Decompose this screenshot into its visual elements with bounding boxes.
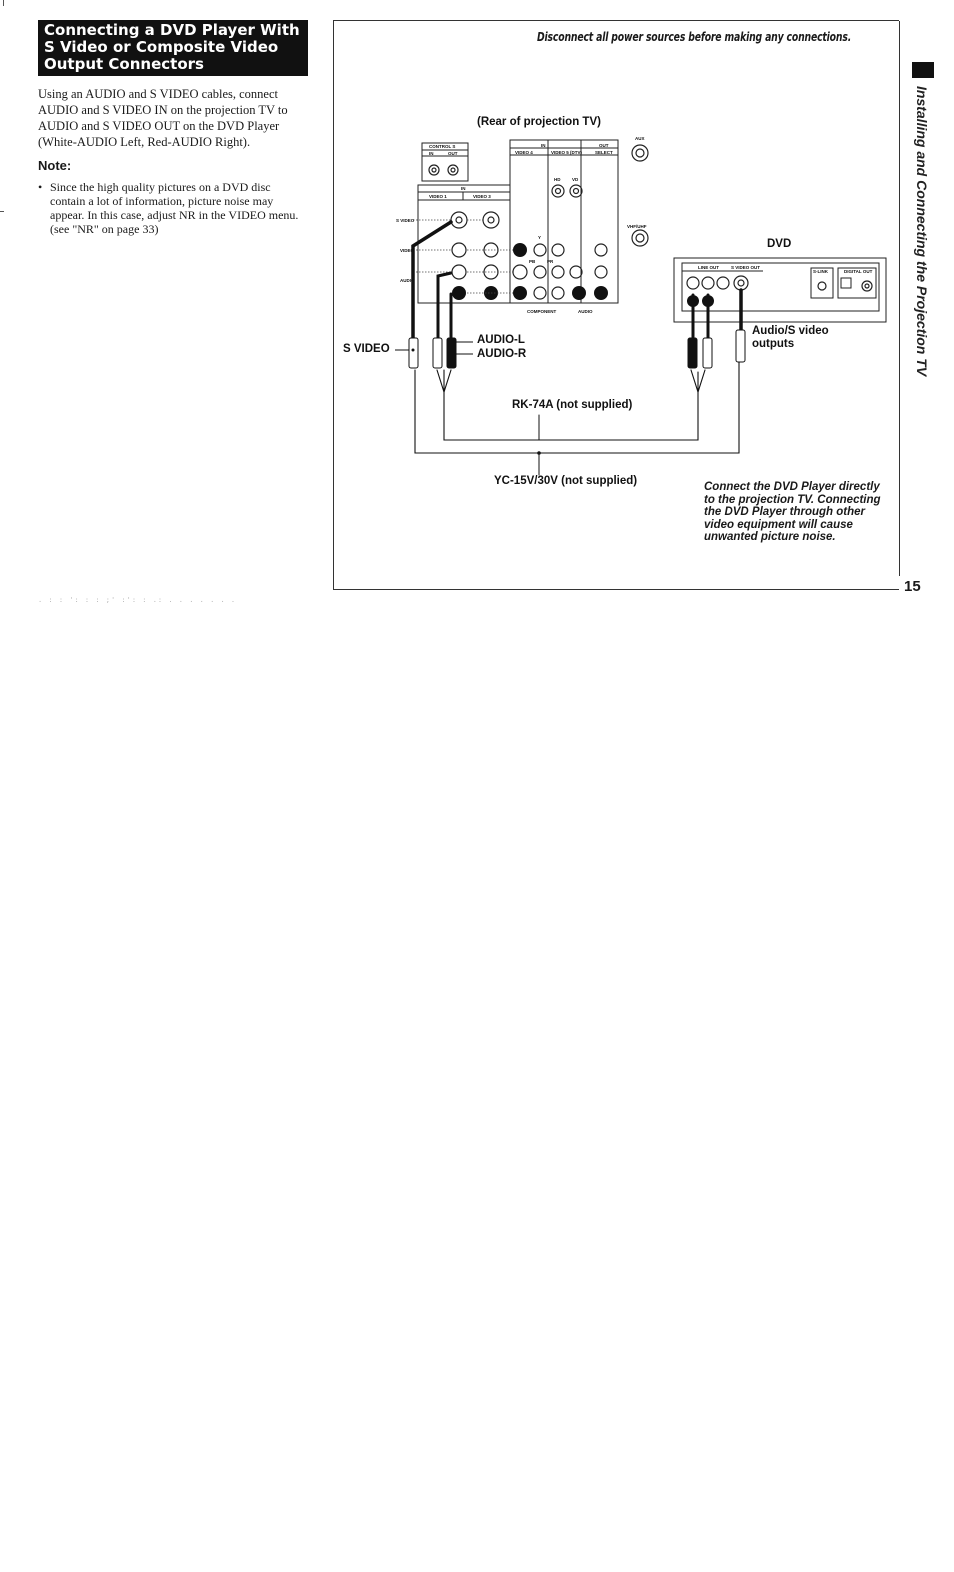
tv-label-in-header: IN: [541, 143, 546, 148]
tv-label-control-out: OUT: [448, 151, 458, 156]
tv-label-vd: VD: [572, 177, 579, 182]
tv-label-video5: VIDEO 5 (DTV): [551, 150, 583, 155]
dvd-label-digital-out: DIGITAL OUT: [844, 269, 873, 274]
dvd-label-s-video-out: S VIDEO OUT: [731, 265, 761, 270]
video4-jack: [513, 265, 527, 279]
control-s-in-jack: [429, 165, 439, 175]
tv-label-y: Y: [538, 235, 542, 240]
audio-l-plug-tv: [433, 338, 442, 368]
section-title: [38, 20, 308, 76]
tv-label-video1: VIDEO 1: [429, 194, 447, 199]
section-title-line: S Video or Composite Video: [44, 38, 279, 56]
out-video-jack: [595, 244, 607, 256]
connect-directly-note: [704, 481, 894, 544]
audio-l-cable-tv: [438, 273, 451, 338]
section-title-line: Output Connectors: [44, 55, 204, 73]
tv-label-control-in: IN: [429, 151, 434, 156]
audio-plug-connected: [513, 286, 527, 300]
intro-line: Using an AUDIO and S VIDEO cables, connect: [38, 87, 278, 101]
outputs-label-line: Audio/S video: [752, 325, 829, 337]
power-warning: Disconnect all power sources before making any connections.: [537, 30, 852, 44]
audio-r-label: AUDIO-R: [477, 348, 527, 360]
s-video-cable-tv: [413, 222, 451, 338]
note-bullet: •: [38, 180, 43, 194]
video-plug-connected: [513, 243, 527, 257]
connect-note-line: Connect the DVD Player directly: [704, 481, 880, 493]
section-title-line: Connecting a DVD Player With: [44, 21, 300, 39]
audio-l-label: AUDIO-L: [477, 334, 525, 346]
connect-note-line: the DVD Player through other: [704, 506, 866, 518]
tv-label-control-s: CONTROL S: [429, 144, 456, 149]
dvd-video-out-jack: [717, 277, 729, 289]
tv-label-out-header: OUT: [599, 143, 609, 148]
chapter-tab-marker: [912, 62, 934, 78]
control-s-out-jack: [448, 165, 458, 175]
component-plug: [572, 286, 586, 300]
tv-label-video4: VIDEO 4: [515, 150, 533, 155]
out-audio-plug: [594, 286, 608, 300]
s-video-plug-tv: [409, 338, 418, 368]
note-line: (see "NR" on page 33): [50, 222, 159, 236]
dvd-coax-jack: [862, 281, 872, 291]
crop-mark-top: [3, 0, 4, 6]
audio-r-plug-tv: [447, 338, 456, 368]
aux-jack: [632, 145, 648, 161]
connect-note-line: to the projection TV. Connecting: [704, 493, 881, 506]
audio-l-plug-dvd: [688, 338, 697, 368]
note-heading: Note:: [38, 158, 72, 173]
s-video-label: S VIDEO: [343, 343, 390, 355]
tv-label-aux: AUX: [635, 136, 645, 141]
dvd-s-link-jack: [818, 282, 826, 290]
tv-label-pr: PR: [547, 259, 554, 264]
page-number: 15: [904, 578, 921, 595]
vhf-uhf-jack: [632, 230, 648, 246]
rear-tv-label: (Rear of projection TV): [477, 116, 601, 128]
note-line: Since the high quality pictures on a DVD disc: [50, 180, 271, 194]
note-body: [38, 180, 310, 236]
scan-noise: . : : ': : : ;' :': : .: . . . . . . .: [38, 596, 237, 604]
note-line: appear. In this case, adjust NR in the VIDEO menu.: [50, 208, 299, 222]
connect-note-line: unwanted picture noise.: [704, 531, 836, 543]
intro-line: AUDIO and S VIDEO IN on the projection TV to: [38, 103, 288, 117]
tv-label-s-video: S VIDEO: [396, 218, 415, 223]
outputs-label-line: outputs: [752, 338, 795, 350]
s-video-in-jack-1: [451, 212, 467, 228]
out-audio-jack: [595, 266, 607, 278]
tv-input-panel: [418, 185, 510, 303]
dvd-label: DVD: [767, 238, 792, 250]
intro-line: (White-AUDIO Left, Red-AUDIO Right).: [38, 135, 251, 149]
hd-jack: [552, 185, 564, 197]
dvd-audio-l-out-jack: [687, 277, 699, 289]
dvd-label-line-out: LINE OUT: [698, 265, 719, 270]
tv-label-video: VIDEO: [400, 248, 415, 253]
rk74a-label: RK-74A (not supplied): [512, 399, 633, 411]
dvd-audio-r-out-jack: [702, 277, 714, 289]
intro-line: AUDIO and S VIDEO OUT on the DVD Player: [38, 119, 280, 133]
intro-paragraph: [38, 86, 310, 150]
chapter-side-title-text: Installing and Connecting the Projection TV: [914, 86, 930, 377]
audio-r-in-jack-1: [452, 286, 466, 300]
s-video-plug-dvd: [736, 330, 745, 362]
video-in-jack-1: [452, 243, 466, 257]
tv-label-select: SELECT: [595, 150, 613, 155]
note-line: contain a lot of information, picture noise may: [50, 194, 274, 208]
audio-r-plug-dvd: [703, 338, 712, 368]
tv-label-vhf-uhf: VHF/UHF: [627, 224, 647, 229]
dvd-s-video-out-jack: [734, 276, 748, 290]
tv-label-video3: VIDEO 3: [473, 194, 491, 199]
tv-label-audio-bottom: AUDIO: [578, 309, 593, 314]
tv-label-in-header-2: IN: [461, 186, 466, 191]
connect-note-line: video equipment will cause: [704, 518, 853, 531]
tv-label-pb: PB: [529, 259, 536, 264]
tv-label-component: COMPONENT: [527, 309, 557, 314]
pb-jack: [552, 244, 564, 256]
tv-label-hd: HD: [554, 177, 561, 182]
dvd-label-s-link: S-LINK: [813, 269, 828, 274]
s-video-in-jack-3: [483, 212, 499, 228]
yc15v-label: YC-15V/30V (not supplied): [494, 475, 638, 487]
audio-l-in-jack-1: [452, 265, 466, 279]
outputs-label: [752, 325, 829, 351]
y-jack: [534, 244, 546, 256]
crop-mark-left: [0, 211, 4, 212]
chapter-side-title: [912, 86, 934, 376]
tv-label-audio: AUDIO: [400, 278, 415, 283]
vd-jack: [570, 185, 582, 197]
pr-jack: [534, 266, 546, 278]
